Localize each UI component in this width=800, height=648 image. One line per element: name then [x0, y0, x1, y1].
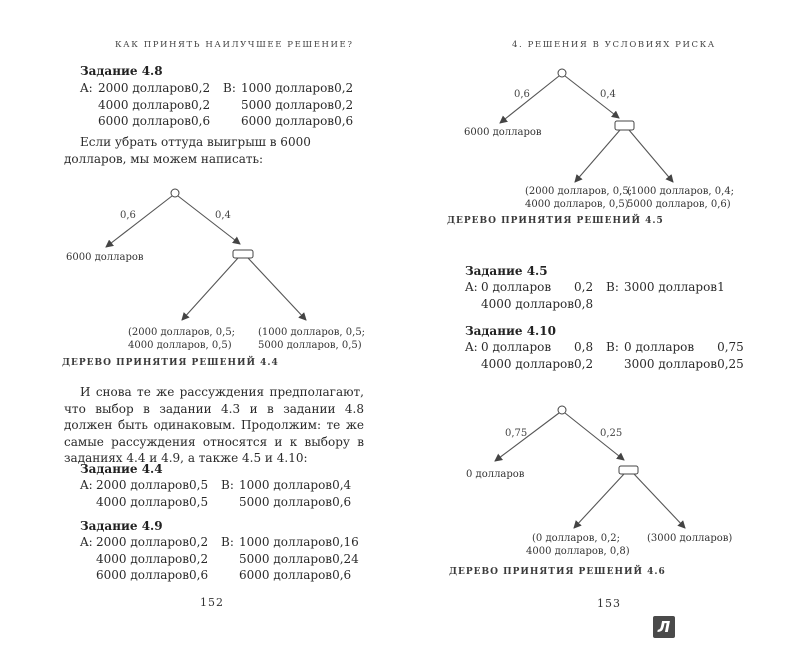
option-b-label: B:	[221, 535, 234, 549]
task-4-5-title: Задание 4.5	[465, 264, 548, 278]
b-prob: 0,24	[332, 551, 359, 566]
a-prob: 0,2	[574, 356, 594, 371]
outcome-line: 4000 долларов, 0,8)	[526, 546, 630, 557]
tree-4-6-left-prob: 0,75	[505, 428, 528, 439]
b-amount: 3000 долларов	[624, 356, 718, 371]
option-b-label: B:	[221, 478, 234, 492]
page-number-left: 152	[200, 596, 224, 609]
outcome-line: 4000 долларов, 0,5)	[128, 340, 232, 351]
paragraph-2: И снова те же рассуждения предполагают, что выбор в задании 4.3 и в задании 4.8 должен быть одинаковым. Продолжим: те же самые рассуждения относятся и к выбору в заданиях 4.4 и 4.9, а также 4.5 и 4.10:	[64, 385, 364, 465]
option-a-label: A:	[465, 340, 478, 354]
a-amount: 2000 долларов	[98, 81, 192, 95]
outcome-line: 5000 долларов, 0,5)	[258, 340, 362, 351]
b-prob: 0,6	[334, 114, 354, 128]
outcome-line: 5000 долларов, 0,6)	[627, 199, 731, 210]
b-amount: 1000 долларов	[239, 478, 333, 492]
b-amount: 3000 долларов	[624, 280, 718, 294]
option-b-label: B:	[223, 81, 236, 95]
tree-4-5-sub-left	[525, 185, 633, 211]
outcome-line: 4000 долларов, 0,5)	[525, 199, 629, 210]
outcome-line: (2000 долларов, 0,5;	[128, 327, 236, 338]
b-prob: 0,6	[332, 568, 352, 582]
running-head-right: 4. РЕШЕНИЯ В УСЛОВИЯХ РИСКА	[512, 40, 716, 50]
a-prob: 0,8	[574, 296, 594, 311]
tree-4-6-sub-right	[647, 532, 733, 545]
a-amount: 4000 долларов	[481, 296, 575, 311]
a-prob: 0,2	[191, 97, 211, 112]
tree-4-5-caption: ДЕРЕВО ПРИНЯТИЯ РЕШЕНИЙ 4.5	[447, 216, 664, 226]
a-amount: 4000 долларов	[98, 97, 192, 112]
a-prob: 0,5	[189, 494, 209, 509]
b-prob: 1	[717, 280, 725, 294]
tree-4-5-right-prob: 0,4	[600, 89, 616, 100]
paragraph-1: Если убрать оттуда выигрыш в 6000 долларов, мы можем написать:	[64, 135, 311, 166]
option-b-label: B:	[606, 340, 619, 354]
tree-4-5-left-prob: 0,6	[514, 89, 530, 100]
b-prob: 0,16	[332, 535, 359, 549]
table-row	[465, 339, 744, 356]
outcome-line: (1000 долларов, 0,5;	[258, 327, 366, 338]
tree-4-6-caption: ДЕРЕВО ПРИНЯТИЯ РЕШЕНИЙ 4.6	[449, 567, 666, 577]
option-a-label: A:	[80, 81, 93, 95]
option-a-label: A:	[80, 535, 93, 549]
tree-4-6-sub-left	[526, 532, 630, 558]
a-prob: 0,2	[189, 551, 209, 566]
a-amount: 0 долларов	[481, 340, 552, 354]
tree-4-4-caption: ДЕРЕВО ПРИНЯТИЯ РЕШЕНИЙ 4.4	[62, 358, 279, 368]
b-prob	[717, 296, 725, 313]
task-4-4-title: Задание 4.4	[80, 462, 163, 476]
a-amount: 4000 долларов	[481, 356, 575, 371]
b-prob: 0,4	[332, 478, 352, 492]
tree-4-4-right-prob: 0,4	[215, 210, 231, 221]
a-prob: 0,2	[191, 81, 211, 95]
running-head-left: КАК ПРИНЯТЬ НАИЛУЧШЕЕ РЕШЕНИЕ?	[115, 40, 354, 50]
a-prob: 0,2	[574, 280, 594, 294]
tree-4-6-right-prob: 0,25	[600, 428, 623, 439]
b-prob: 0,75	[717, 340, 744, 354]
b-amount: 5000 долларов	[239, 551, 333, 566]
outcome-line: (3000 долларов)	[647, 533, 733, 544]
task-4-8-title: Задание 4.8	[80, 64, 163, 78]
b-amount: 1000 долларов	[239, 535, 333, 549]
b-amount: 5000 долларов	[239, 494, 333, 509]
labirint-logo-icon: Л	[653, 616, 675, 638]
a-amount: 6000 долларов	[98, 114, 192, 128]
b-amount: 1000 долларов	[241, 81, 335, 95]
a-amount: 2000 долларов	[96, 535, 190, 549]
task-4-10-title: Задание 4.10	[465, 324, 556, 338]
b-amount: 6000 долларов	[239, 568, 333, 582]
a-amount: 4000 долларов	[96, 551, 190, 566]
a-prob: 0,6	[191, 114, 211, 128]
table-row	[465, 279, 725, 296]
outcome-line: (1000 долларов, 0,4;	[627, 186, 735, 197]
chance-node-icon	[558, 69, 566, 77]
decision-node-icon	[619, 466, 638, 474]
b-prob: 0,2	[334, 81, 354, 95]
option-b-label: B:	[606, 280, 619, 294]
table-row	[465, 356, 744, 373]
a-amount: 4000 долларов	[96, 494, 190, 509]
table-row	[465, 296, 725, 313]
tree-4-4-left-outcome: 6000 долларов	[66, 252, 144, 263]
task-4-10-table	[465, 339, 744, 372]
outcome-line: (0 долларов, 0,2;	[532, 533, 620, 544]
tree-4-4-left-prob: 0,6	[120, 210, 136, 221]
page-number-right: 153	[597, 597, 621, 610]
a-prob: 0,2	[189, 535, 209, 549]
tree-4-5-left-outcome: 6000 долларов	[464, 127, 542, 138]
a-prob: 0,5	[189, 478, 209, 492]
decision-node-icon	[615, 121, 634, 130]
a-amount: 6000 долларов	[96, 568, 190, 582]
tree-4-5-sub-right	[627, 185, 735, 211]
b-prob: 0,2	[334, 97, 354, 112]
option-a-label: A:	[465, 280, 478, 294]
task-4-5-table	[465, 279, 725, 312]
task-4-9-title: Задание 4.9	[80, 519, 163, 533]
b-amount: 6000 долларов	[241, 114, 335, 128]
b-prob: 0,6	[332, 494, 352, 509]
b-amount: 0 долларов	[624, 340, 695, 354]
outcome-line: (2000 долларов, 0,5;	[525, 186, 633, 197]
option-a-label: A:	[80, 478, 93, 492]
b-amount	[624, 296, 717, 313]
a-prob: 0,6	[189, 568, 209, 582]
b-amount: 5000 долларов	[241, 97, 335, 112]
b-prob: 0,25	[717, 356, 744, 371]
a-amount: 0 долларов	[481, 280, 552, 294]
a-prob: 0,8	[574, 340, 594, 354]
chance-node-icon	[558, 406, 566, 414]
a-amount: 2000 долларов	[96, 478, 190, 492]
tree-4-6-left-outcome: 0 долларов	[466, 469, 525, 480]
